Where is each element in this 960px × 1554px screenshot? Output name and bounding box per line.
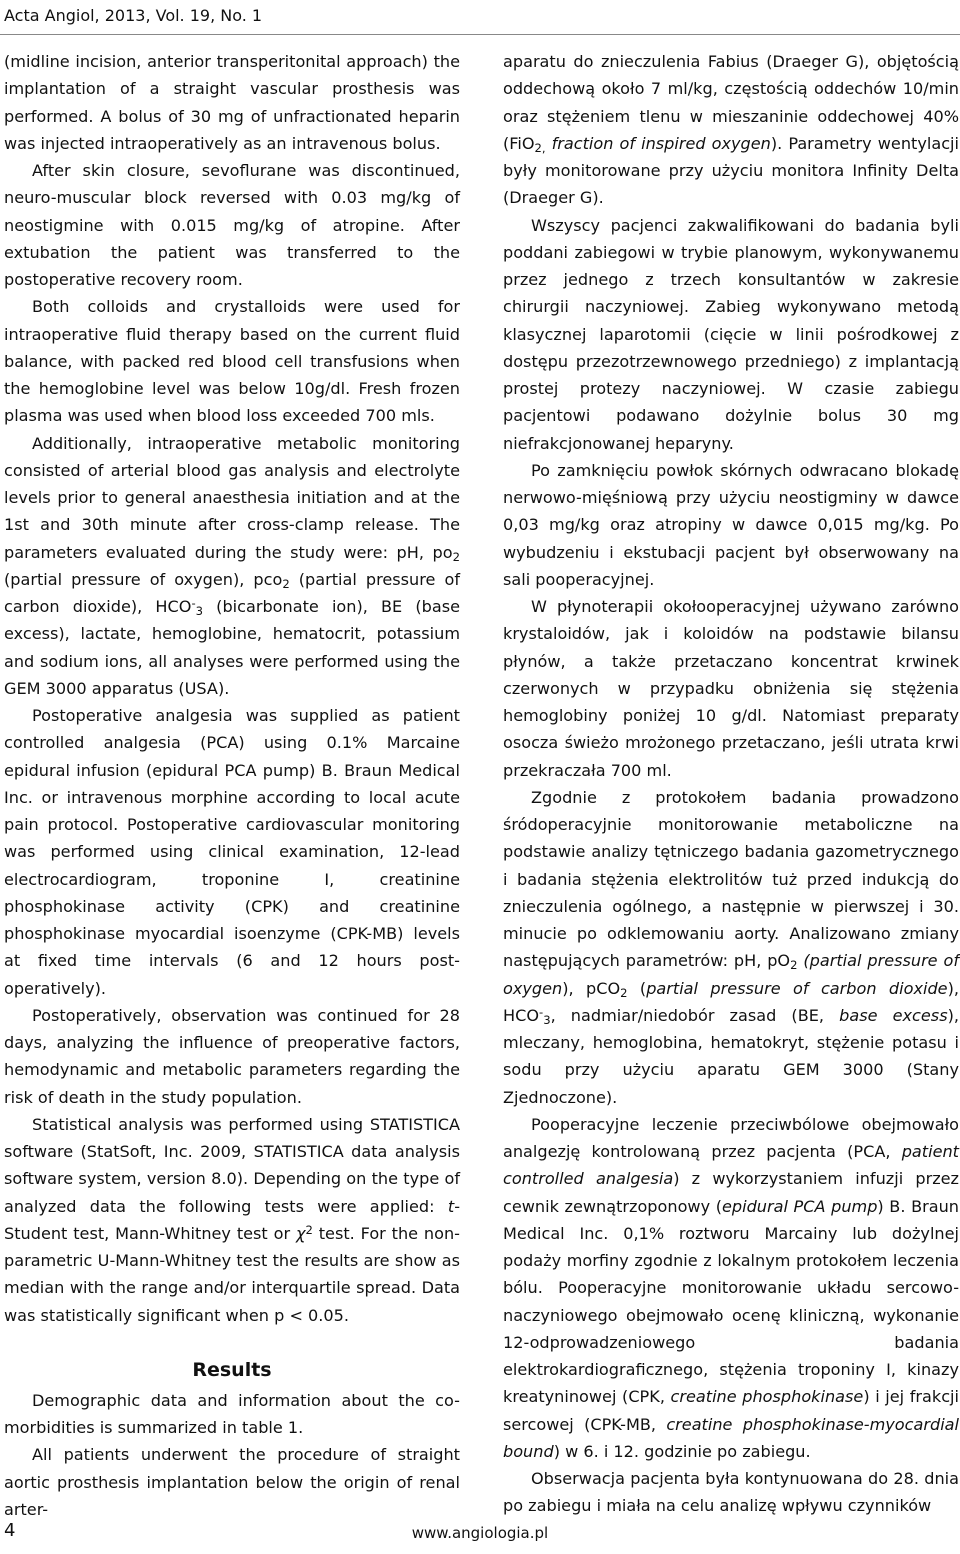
paragraph: Obserwacja pacjenta była kontynuowana do 28. dnia po zabiegu i miała na celu analizę wpływu czynników <box>503 1469 959 1516</box>
paragraph: Postoperatively, observation was continued for 28 days, analyzing the influence of preoperative factors, hemodynamic and metabolic parameters regarding the risk of death in the study population. <box>4 1005 460 1107</box>
text-run: (partial pressure of oxygen), pco <box>4 569 283 589</box>
paragraph: Po zamknięciu powłok skórnych odwracano blokadę nerwowo-mięśniową przy użyciu neostigminy w dawce 0,03 mg/kg oraz atropiny w dawce 0,015 mg/kg. Po wybudzeniu i ekstubacji pacjent był obserwowany na sali pooperacyjnej. <box>503 460 959 589</box>
italic-text: t <box>447 1196 455 1216</box>
text-run: Zgodnie z protokołem badania prowadzono śródoperacyjnie monitorowanie metaboliczne na podstawie analizy tętniczego badania gazometrycznego i badania stężenia elektrolitów tuż przed indukcją do znieczulenia ogólnego, a następnie w pierwszej i 30. minucie po odklemowaniu aorty. Analizowano zmiany następujących parametrów: pH, pO <box>503 787 959 971</box>
paragraph <box>4 1111 460 1329</box>
paragraph: All patients underwent the procedure of straight aortic prosthesis implantation below the origin of renal arter- <box>4 1445 460 1519</box>
text-run: ( <box>627 978 647 998</box>
paragraph: (midline incision, anterior transperitonital approach) the implantation of a straight vascular prosthesis was performed. A bolus of 30 mg of unfractionated heparin was injected intraoperatively as an intravenous bolus. <box>4 52 460 153</box>
text-run: ), HCO <box>503 978 959 1025</box>
text-run: ), pCO <box>562 978 621 998</box>
text-run: , nadmiar/niedobór zasad (BE, <box>550 1005 840 1025</box>
superscript: 2 <box>305 1222 313 1237</box>
superscript: - <box>191 595 196 610</box>
text-run: ) z wykorzystaniem infuzji przez cewnik zewnątrzoponowy ( <box>503 1169 960 1216</box>
subscript: 2 <box>790 958 798 973</box>
paragraph: Postoperative analgesia was supplied as patient controlled analgesia (PCA) using 0.1% Marcaine epidural infusion (epidural PCA pump) B. Braun Medical Inc. or intravenous morphine according to local acute pain protocol. Postoperative cardiovascular monitoring was performed using clinical examination, 12-lead electrocardiogram, troponine I, creatinine phosphokinase activity (CPK) and creatinine phosphokinase myocardial isoenzyme (CPK-MB) levels at fixed time intervals (6 and 12 hours post-operatively). <box>4 706 460 998</box>
subscript: 3 <box>543 1012 551 1027</box>
paragraph <box>503 1111 959 1465</box>
paragraph: W płynoterapii okołooperacyjnej używano zarówno krystaloidów, jak i koloidów na podstawie bilansu płynów, a także przetaczano koncentrat krwinek czerwonych w przypadku obniżenia się stężenia hemoglobiny poniżej 10 g/dl. Natomiast preparaty osocza świeżo mrożonego przetaczano, jeśli utrata krwi przekraczała 700 ml. <box>503 597 959 780</box>
website-url: www.angiologia.pl <box>411 1524 549 1542</box>
subscript: 2 <box>282 576 290 591</box>
paragraph <box>503 784 959 1111</box>
running-head: Acta Angiol, 2013, Vol. 19, No. 1 <box>4 6 263 25</box>
superscript: - <box>539 1004 544 1019</box>
italic-text: creatine phosphokinase <box>670 1387 864 1407</box>
italic-text: creatine phosphokinase-myocardial bound <box>503 1414 959 1461</box>
italic-text: patient controlled analgesia <box>503 1142 959 1189</box>
italic-text: epidural PCA pump <box>721 1196 878 1216</box>
text-run: Pooperacyjne leczenie przeciwbólowe obejmowało analgezję kontrolowaną przez pacjenta (PCA, <box>503 1114 959 1161</box>
paragraph: Demographic data and information about the co-morbidities is summarized in table 1. <box>4 1390 460 1437</box>
right-column <box>503 48 959 1520</box>
results-heading: Results <box>192 1358 272 1381</box>
italic-text: (partial pressure of oxygen <box>503 951 959 998</box>
paragraph <box>4 430 460 703</box>
text-run: ) w 6. i 12. godzinie po zabiegu. <box>553 1441 811 1461</box>
subscript: 2 <box>452 549 460 564</box>
text-run: (bicarbonate ion), BE (base excess), lactate, hemoglobine, hematocrit, potassium and sodium ions, all analyses were performed using the GEM 3000 apparatus (USA). <box>4 597 461 698</box>
subscript: 2, <box>534 140 546 155</box>
text-run: ), mleczany, hemoglobina, hematokryt, stężenie potasu i sodu przy użyciu aparatu GEM 3000 (Stany Zjednoczone). <box>503 1005 959 1107</box>
text-run: test. For the non-parametric U-Mann-Whitney test the results are show as median with the range and/or interquartile spread. Data was statistically significant when p < 0.05. <box>4 1223 460 1325</box>
paragraph <box>503 48 959 212</box>
paragraph: Wszyscy pacjenci zakwalifikowani do badania byli poddani zabiegowi w trybie planowym, wykonywanemu przez jednego z trzech konsultantów w zakresie chirurgii naczyniowej. Zabieg wykonywano metodą klasycznej laparotomii (cięcie w linii pośrodkowej z dostępu przezotrzewnowego przedniego) z implantacją prostej protezy naczyniowej. W czasie zabiegu pacjentowi podawano dożylnie bolus 30 mg niefrakcjonowanej heparyny. <box>503 215 959 453</box>
chi-symbol: χ <box>295 1223 306 1243</box>
subscript: 2 <box>620 985 628 1000</box>
page-number: 4 <box>4 1520 16 1541</box>
header-divider <box>0 34 960 35</box>
italic-text: fraction of inspired oxygen <box>545 133 771 153</box>
paragraph: Both colloids and crystalloids were used for intraoperative fluid therapy based on the current fluid balance, with packed red blood cell transfusions when the hemoglobine level was below 10g/dl. Fresh frozen plasma was used when blood loss exceeded 700 mls. <box>4 297 460 426</box>
italic-text: partial pressure of carbon dioxide <box>646 978 948 998</box>
italic-text: base excess <box>839 1005 948 1025</box>
text-run: Additionally, intraoperative metabolic monitoring consisted of arterial blood gas analysis and electrolyte levels prior to general anaesthesia initiation and at the 1st and 30th minute after cross-clamp release. The parameters evaluated during the study were: pH, po <box>4 433 460 562</box>
text-run: ) i jej frakcji sercowej (CPK-MB, <box>503 1387 960 1434</box>
text-run: ) B. Braun Medical Inc. 0,1% roztworu Marcainy lub dożylnej podaży morfiny zgodnie z lokalnym protokołem leczenia bólu. Pooperacyjne monitorowanie układu sercowo-naczyniowego obejmowało ocenę kliniczną, wykonanie 12-odprowadzeniowego badania elektrokardiograficznego, stężenia troponiny I, kinazy kreatyninowej (CPK, <box>503 1196 959 1407</box>
text-run: -Student test, Mann-Whitney test or <box>4 1196 460 1243</box>
text-run: aparatu do znieczulenia Fabius (Draeger G), objętością oddechową około 7 ml/kg, częstością oddechów 10/min oraz stężeniem tlenu w mieszaninie oddechowej 40% (FiO <box>503 52 959 153</box>
text-run: ). Parametry wentylacji były monitorowane przy użyciu monitora Infinity Delta (Draeger G). <box>503 133 959 208</box>
text-run: Statistical analysis was performed using STATISTICA software (StatSoft, Inc. 2009, STATISTICA data analysis software system, version 8.0). Depending on the type of analyzed data the following tests were applied: <box>4 1114 460 1216</box>
left-column <box>4 48 460 1523</box>
subscript: 3 <box>195 603 204 618</box>
paragraph: After skin closure, sevoflurane was discontinued, neuro-muscular block reversed with 0.03 mg/kg of neostigmine with 0.015 mg/kg of atropine. After extubation the patient was transferred to the postoperative recovery room. <box>4 161 460 289</box>
text-run: (partial pressure of carbon dioxide), HCO <box>4 569 460 616</box>
